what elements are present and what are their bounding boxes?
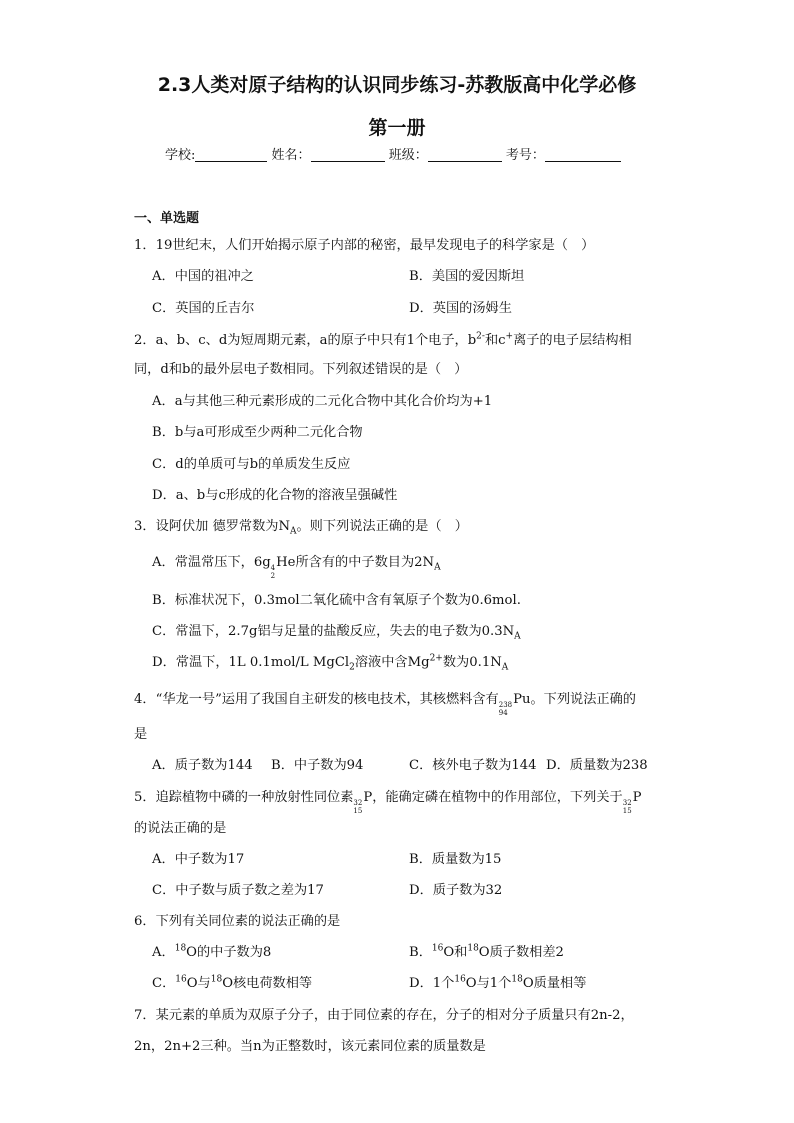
question-2-option-d: D．a、b与c形成的化合物的溶液呈强碱性 [152, 488, 398, 503]
question-2-stem-line1: 2．a、b、c、d为短周期元素，a的原子中只有1个电子，$b^{2-}$和c+离子的电子层结构相 [134, 331, 632, 348]
question-1-option-b: B．美国的爱因斯坦 [409, 269, 525, 284]
question-6-stem: 6．下列有关同位素的说法正确的是 [134, 914, 341, 929]
question-6-option-d: D．1个$^{16}$O与1个$^{18}$O质量相等 [409, 974, 587, 991]
question-7-stem-line2: 2n，2n+2三种。当n为正整数时，该元素同位素的质量数是 [134, 1039, 486, 1054]
school-field[interactable] [195, 147, 267, 162]
question-4-option-a: A．质子数为144 [152, 758, 253, 773]
school-label: 学校: [165, 148, 196, 163]
question-4-option-b: B．中子数为94 [271, 758, 364, 773]
question-5-option-c: C．中子数与质子数之差为17 [152, 883, 324, 898]
question-3-option-c: C．常温下，2.7g铝与足量的盐酸反应，失去的电子数为$0.3N_A$ [152, 624, 521, 642]
question-1-option-d: D．英国的汤姆生 [409, 301, 512, 316]
question-3-option-a: A．常温常压下，6g 4 2 He所含有的中子数目为$2N_A$ [152, 555, 441, 580]
question-5-stem-line2: 的说法正确的是 [134, 821, 227, 836]
question-6-option-c: C．$^{16}$O与$^{18}$O核电荷数相等 [152, 974, 313, 991]
question-2-option-c: C．d的单质可与b的单质发生反应 [152, 457, 351, 472]
question-1-option-a: A．中国的祖冲之 [152, 269, 254, 284]
question-7-stem-line1: 7．某元素的单质为双原子分子，由于同位素的存在，分子的相对分子质量只有2n-2， [134, 1008, 634, 1023]
question-4-option-c: C．核外电子数为144 [409, 758, 537, 773]
question-2-option-a: A．a与其他三种元素形成的二元化合物中其化合价均为+1 [152, 394, 493, 409]
question-5-option-b: B．质量数为15 [409, 852, 502, 867]
section-title: 一、单选题 [134, 211, 200, 226]
name-label: 姓名： [271, 148, 311, 163]
document-title-line2: 第一册 [368, 117, 426, 139]
plutonium-isotope-symbol: 238 94 [498, 701, 513, 717]
question-6-option-b: B．$^{16}$O和$^{18}$O质子数相差2 [409, 943, 564, 960]
question-1-stem: 1．19世纪末，人们开始揭示原子内部的秘密，最早发现电子的科学家是（ ） [134, 238, 595, 253]
class-field[interactable] [428, 147, 502, 162]
question-4-stem-line2: 是 [134, 727, 148, 742]
question-1-option-c: C．英国的丘吉尔 [152, 301, 255, 316]
helium-isotope-symbol: 4 2 [270, 564, 276, 580]
question-3-stem: 3．设阿伏加 德罗常数为$N_A$。则下列说法正确的是（ ） [134, 519, 468, 537]
question-2-option-b: B．b与a可形成至少两种二元化合物 [152, 425, 363, 440]
name-field[interactable] [311, 147, 385, 162]
question-3-option-d: D．常温下，1L 0.1mol/L MgCl$_2$溶液中含$Mg^{2+}$数为$0.1N_A$ [152, 653, 509, 673]
student-info-row [165, 144, 621, 163]
number-label: 考号： [505, 148, 545, 163]
question-6-option-a: A．$^{18}$O的中子数为8 [152, 943, 272, 960]
question-5-stem-line1: 5．追踪植物中磷的一种放射性同位素 32 15 P，能确定磷在植物中的作用部位，下列关于 32 15 P [134, 790, 642, 815]
class-label: 班级： [388, 148, 428, 163]
exam-number-field[interactable] [545, 147, 621, 162]
question-4-option-d: D．质量数为238 [546, 758, 648, 773]
question-5-option-a: A．中子数为17 [152, 852, 245, 867]
question-3-option-b: B．标准状况下，0.3mol二氧化硫中含有氧原子个数为0.6mol. [152, 593, 521, 608]
question-2-stem-line2: 同，d和b的最外层电子数相同。下列叙述错误的是（ ） [134, 362, 468, 377]
question-4-stem-line1: 4．“华龙一号”运用了我国自主研发的核电技术，其核燃料含有 238 94 Pu。下列说法正确的 [134, 692, 636, 717]
phosphorus-isotope-symbol: 32 15 [353, 799, 363, 815]
document-title-line1: 2.3人类对原子结构的认识同步练习-苏教版高中化学必修 [157, 74, 637, 96]
question-5-option-d: D．质子数为32 [409, 883, 503, 898]
